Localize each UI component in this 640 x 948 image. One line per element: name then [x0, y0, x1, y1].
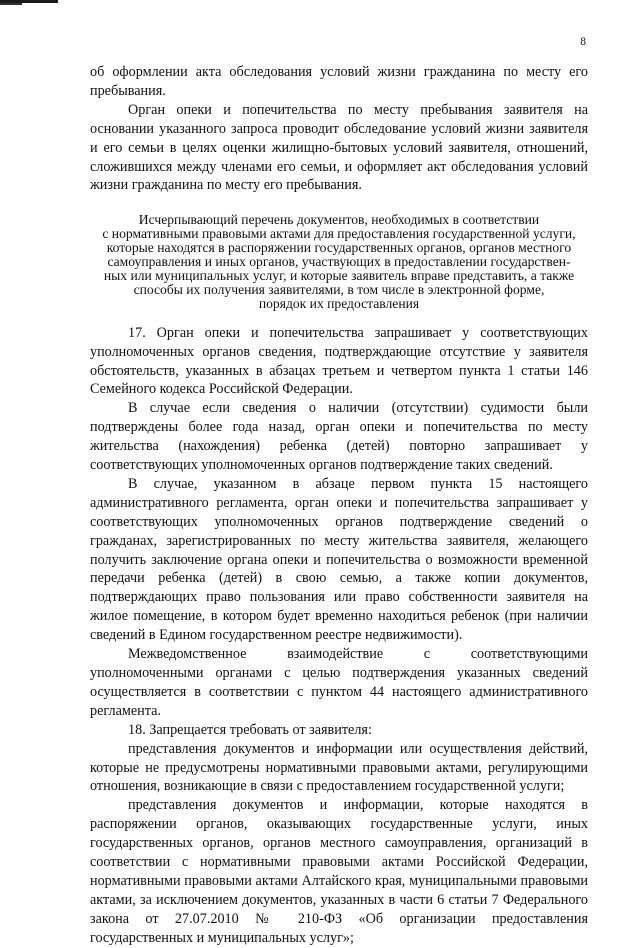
heading-line: способы их получения заявителями, в том числе в электронной форме, — [133, 281, 545, 297]
heading-line: порядок их предоставления — [258, 295, 420, 311]
page-number: 8 — [580, 36, 586, 48]
heading-line: которые находятся в распоряжении государственных органов, органов местного — [106, 240, 572, 256]
paragraph-interagency: Межведомственное взаимодействие с соответствующими уполномоченными органами с целью подтверждения указанных сведений осуществляется в соответствии с пунктом 44 настоящего административного регламента. — [90, 646, 588, 719]
paragraph-item-17: 17. Орган опеки и попечительства запрашивает у соответствующих уполномоченных органов сведения, подтверждающие отсутствие у заявителя обстоятельств, указанных в абзацах третьем и четвертом пункта 1 статьи 146 Семейного кодекса Российской Федерации. — [90, 324, 588, 398]
scan-edge-mark-secondary — [0, 3, 22, 5]
paragraph-prohibition-1: представления документов и информации или осуществления действий, которые не предусмотрены нормативными правовыми актами, регулирующими отношения, возникающие в связи с предоставлением государственной услуги; — [90, 740, 588, 795]
paragraph-inspection: Орган опеки и попечительства по месту пребывания заявителя на основании указанного запроса проводит обследование условий жизни заявителя и его семьи в целях оценки жилищно-бытовых условий заявителя, отношений, сложившихся между членами его семьи, и оформляет акт обследования условий жизни гражданина по месту его пребывания. — [90, 101, 588, 194]
paragraph-prohibition-2: представления документов и информации, которые находятся в распоряжении органов, оказывающих государственные услуги, иных государственных органов, органов местного самоуправления, организаций в соответствии с нормативными правовыми актами Российской Федерации, нормативными правовыми актами Алтайского края, муниципальными правовыми актами, за исключением документов, указанных в части 6 статьи 7 Федерального закона от 27.07.2010 № 210-ФЗ «Об организации предоставления государственных и муниципальных услуг»; — [90, 797, 588, 946]
heading-line: самоуправления и иных органов, участвующих в предоставлении государствен- — [107, 254, 571, 270]
paragraph-continuation: об оформлении акта обследования условий жизни гражданина по месту его пребывания. — [90, 64, 588, 99]
heading-line: ных или муниципальных услуг, и которые заявитель вправе представить, а также — [103, 267, 575, 283]
paragraph-registered-citizens: В случае, указанном в абзаце первом пункта 15 настоящего административного регламента, орган опеки и попечительства запрашивает у соответствующих уполномоченных органов подтверждение сведений о гражданах, зарегистрированных по месту жительства заявителя, желающего получить заключение органа опеки и попечительства о возможности временной передачи ребенка (детей) в свою семью, а также копии документов, подтверждающих право пользования или право собственности заявителя на жилое помещение, в котором будет временно находиться ребенок (при наличии сведений в Едином государственном реестре недвижимости). — [90, 475, 588, 644]
paragraph-item-18: 18. Запрещается требовать от заявителя: — [128, 721, 372, 738]
document-body — [90, 63, 588, 948]
section-heading — [98, 213, 580, 310]
heading-line: Исчерпывающий перечень документов, необходимых в соответствии — [138, 212, 540, 228]
paragraph-criminal-record: В случае если сведения о наличии (отсутствии) судимости были подтверждены более года назад, орган опеки и попечительства по месту жительства (нахождения) ребенка (детей) повторно запрашивает у соответствующих уполномоченных органов подтверждение таких сведений. — [90, 400, 588, 474]
heading-line: с нормативными правовыми актами для предоставления государственной услуги, — [102, 226, 576, 242]
